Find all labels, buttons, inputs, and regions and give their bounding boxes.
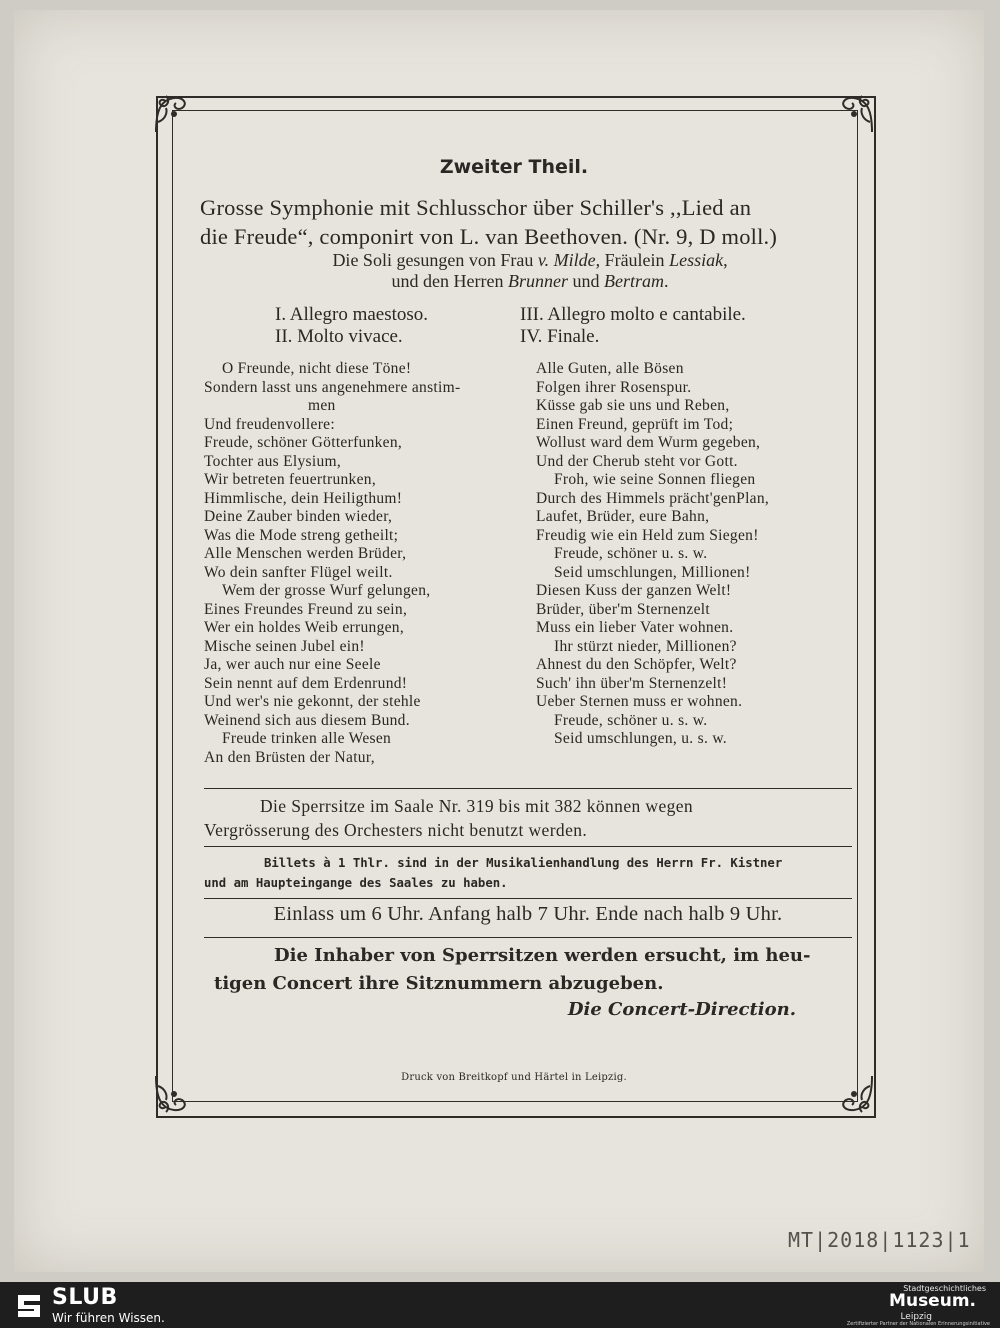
poem-line: men	[308, 397, 336, 414]
billets-line-2: und am Haupteingange des Saales zu haben.	[204, 876, 508, 890]
poem-line: Ihr stürzt nieder, Millionen?	[554, 637, 737, 655]
poem-line: Freude, schöner u. s. w.	[554, 545, 708, 562]
sperrsitze-notice	[204, 794, 852, 842]
poem-line: Durch des Himmels prächt'genPlan,	[536, 489, 770, 507]
poem-line: An den Brüsten der Natur,	[204, 748, 375, 766]
poem-line: Freude trinken alle Wesen	[222, 730, 392, 747]
billets-notice	[204, 853, 852, 893]
timing-notice: Einlass um 6 Uhr. Anfang halb 7 Uhr. Ende nach halb 9 Uhr.	[273, 903, 783, 925]
poem-line: Freude, schöner u. s. w.	[554, 711, 708, 729]
poem-line: Diesen Kuss der ganzen Welt!	[536, 582, 732, 599]
poem-right-column	[536, 360, 836, 749]
slub-logo-text: SLUB	[52, 1285, 118, 1310]
soloist-milde: v. Milde	[537, 250, 596, 270]
movement-1: I. Allegro maestoso.	[275, 304, 429, 325]
museum-name: Museum.	[889, 1291, 976, 1311]
poem-line: Himmlische, dein Heiligthum!	[204, 489, 403, 507]
poem-line: Tochter aus Elysium,	[204, 452, 342, 470]
poem-left-column	[204, 360, 494, 767]
poem-line: Alle Guten, alle Bösen	[536, 360, 684, 377]
soloists-credit	[200, 250, 860, 292]
movement-4: IV. Finale.	[520, 326, 600, 347]
poem-line: Sein nennt auf dem Erdenrund!	[204, 674, 408, 692]
poem-line: Eines Freundes Freund zu sein,	[204, 600, 408, 618]
poem-line: Was die Mode streng getheilt;	[204, 526, 399, 544]
poem-line: Küsse gab sie uns und Reben,	[536, 397, 730, 414]
poem-line: Und wer's nie gekonnt, der stehle	[204, 693, 421, 710]
poem-line: Wem der grosse Wurf gelungen,	[222, 582, 431, 599]
poem-line: Ja, wer auch nur eine Seele	[204, 656, 381, 673]
poem-line: Und der Cherub steht vor Gott.	[536, 452, 738, 470]
poem-line: Alle Menschen werden Brüder,	[204, 545, 407, 562]
poem-line: Laufet, Brüder, eure Bahn,	[536, 508, 710, 525]
poem-line: Such' ihn über'm Sternenzelt!	[536, 674, 728, 692]
soloist-bertram: Bertram	[603, 271, 664, 291]
poem-line: Einen Freund, geprüft im Tod;	[536, 415, 734, 433]
corner-ornament-icon	[832, 92, 876, 136]
poem-line: O Freunde, nicht diese Töne!	[222, 360, 412, 377]
symphony-heading	[200, 193, 860, 251]
poem-line: Wer ein holdes Weib errungen,	[204, 619, 405, 636]
slub-tagline: Wir führen Wissen.	[52, 1311, 165, 1325]
slub-logo-icon	[14, 1291, 44, 1321]
poem-line: Seid umschlungen, u. s. w.	[554, 730, 727, 747]
poem-line: Mische seinen Jubel ein!	[204, 637, 365, 655]
sperrsitze-line-2: Vergrösserung des Orchesters nicht benutzt werden.	[204, 820, 588, 840]
divider	[204, 898, 852, 899]
divider	[204, 788, 852, 789]
poem-line: Und freudenvollere:	[204, 415, 335, 433]
poem-line: Wollust ward dem Wurm gegeben,	[536, 434, 761, 451]
poem-line: Brüder, über'm Sternenzelt	[536, 600, 710, 618]
museum-city: Leipzig	[900, 1312, 932, 1322]
poem-line: Folgen ihrer Rosenspur.	[536, 378, 692, 396]
inhaber-notice	[214, 942, 850, 998]
poem-line: Deine Zauber binden wieder,	[204, 508, 393, 525]
soloist-lessiak: Lessiak	[669, 250, 724, 270]
movement-3: III. Allegro molto e cantabile.	[520, 304, 746, 325]
inhaber-line-2: tigen Concert ihre Sitznummern abzugeben.	[214, 973, 664, 994]
divider	[204, 937, 852, 938]
soloist-brunner: Brunner	[507, 271, 568, 291]
signature: Die Concert-Direction.	[567, 999, 796, 1020]
section-title: Zweiter Theil.	[439, 156, 589, 178]
poem-line: Wo dein sanfter Flügel weilt.	[204, 563, 393, 581]
poem-line: Weinend sich aus diesem Bund.	[204, 711, 410, 729]
museum-subtitle: Stadtgeschichtliches	[903, 1284, 986, 1293]
symphony-line-1: Grosse Symphonie mit Schlusschor über Schiller's ,,Lied an	[200, 195, 752, 220]
billets-line-1: Billets à 1 Thlr. sind in der Musikalienhandlung des Herrn Fr. Kistner	[264, 856, 783, 870]
movement-2: II. Molto vivace.	[275, 326, 403, 347]
soloists-line-1: Die Soli gesungen von Frau v. Milde, Fräulein Lessiak,	[332, 250, 728, 270]
poem-line: Ueber Sternen muss er wohnen.	[536, 693, 743, 710]
catalog-number: MT|2018|1123|1	[788, 1228, 971, 1252]
symphony-line-2: die Freude“, componirt von L. van Beethoven. (Nr. 9, D moll.)	[200, 224, 778, 249]
poem-line: Froh, wie seine Sonnen fliegen	[554, 471, 756, 488]
movements-right	[520, 304, 746, 348]
poem-line: Muss ein lieber Vater wohnen.	[536, 619, 734, 636]
corner-ornament-icon	[152, 92, 196, 136]
poem-line: Freude, schöner Götterfunken,	[204, 434, 403, 451]
poem-line: Sondern lasst uns angenehmere anstim-	[204, 378, 461, 396]
inhaber-line-1: Die Inhaber von Sperrsitzen werden ersucht, im heu-	[274, 945, 811, 966]
divider	[204, 846, 852, 847]
poem-line: Wir betreten feuertrunken,	[204, 471, 376, 488]
movements-left	[275, 304, 428, 348]
poem-line: Freudig wie ein Held zum Siegen!	[536, 526, 759, 544]
printer-imprint: Druck von Breitkopf und Härtel in Leipzig.	[401, 1072, 627, 1083]
museum-partner-note: Zertifizierter Partner der Nationalen Erinnerungsinitiative	[846, 1321, 990, 1327]
footer-bar	[0, 1282, 1000, 1328]
soloists-line-2: und den Herren Brunner und Bertram.	[391, 271, 669, 291]
poem-line: Seid umschlungen, Millionen!	[554, 563, 751, 581]
sperrsitze-line-1: Die Sperrsitze im Saale Nr. 319 bis mit 382 können wegen	[260, 796, 694, 816]
poem-line: Ahnest du den Schöpfer, Welt?	[536, 656, 737, 673]
